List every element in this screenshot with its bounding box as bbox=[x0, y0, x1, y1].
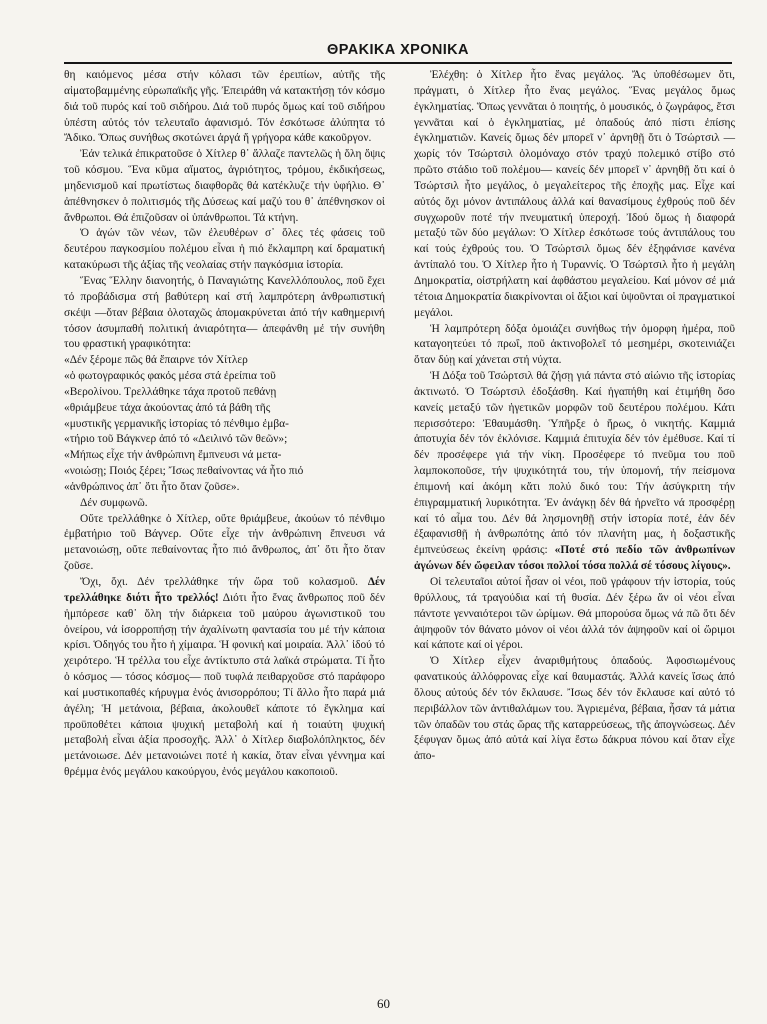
paragraph bbox=[64, 575, 385, 781]
paragraph: Ἐάν τελικά ἐπικρατοῦσε ὁ Χίτλερ θ᾽ ἄλλαζε παντελῶς ἡ ὅλη ὄψις τοῦ κόσμου. Ἕνα κῦμα αἵματος, ἀγριότητος, τρόμου, ἐκδικήσεως, μηδενισμοῦ καί πρωτίστως διαφθορᾶς θά κατέκλυζε τήν ὑφήλιο. Θ᾽ ἀπέθνησκεν ὁ πολιτισμός τῆς Δύσεως καί μαζύ του θ᾽ ἀπέθνησκον οἱ ἄνθρωποι. Θά ἐπιζοῦσαν οἱ ὑπάνθρωποι. Τά κτήνη. bbox=[64, 148, 385, 224]
header-rule bbox=[64, 62, 732, 64]
quote-line: «τήριο τοῦ Βάγκνερ ἀπό τό «Δειλινό τῶν θεῶν»; bbox=[64, 433, 288, 446]
paragraph: Δέν συμφωνῶ. bbox=[80, 496, 148, 509]
sentence: Ἡ Δόξα τοῦ Τσώρτσιλ θά ζήσῃ γιά πάντα στό αἰώνιο τῆς ἱστορίας ἀκτινωτό. Ὁ Τσώρτσιλ ἐδοξάσθη. Καί ἠγαπήθη καί ἐτιμήθη ὅσο κανείς μεταξύ τῶν ἡγετικῶν μορφῶν τοῦ δευτέρου πολέμου. Κάτι περισσότερο: Ἐθαυμάσθη. Ὑπῆρξε ὁ ἥρως, ὁ νικητής. Καμμιά ἀποτυχία δέν τόν ἐκλόνισε. Καμμιά ἐπιτυχία δέν τόν ἐμέθυσε. Καί τί δέν προσέφερε γιά τήν νίκη. Προσέφερε τό πνεῦμα του ποῦ λαμποκοποῦσε, τήν ψυχικότητά του, τήν ὑπομονή, τήν πείσμονα ἐπιμονή καί ἀκόμη κἄτι πολύ δικό του: Τήν ἀσύγκριτη τήν ἐπιγραμματική λυρικότητα. Ἐν ἀνάγκῃ δέν θά ἠρνεῖτο νά προσφέρῃ καί τό αἷμα του. Δέν θά λησμονηθῇ στήν ἱστορία ποτέ, ἐάν δέν ἐξαφανισθῇ ἡ ἀνθρωπότης ἀπό τόν πλανήτη μας, ἡ δοξαστικῆς ἐμπνεύσεως ἐκείνη φράσις: bbox=[414, 370, 735, 557]
paragraph: θη καιόμενος μέσα στήν κόλασι τῶν ἐρειπίων, αὐτῆς τῆς αἱματοβαμμένης εὐρωπαϊκῆς γῆς. Ἐπειράθη νά κατακτήσῃ τόν κόσμο διά τοῦ πυρός καί τοῦ σιδήρου. Διά τοῦ πυρός ὅμως καί τοῦ σιδήρου ὑπέστη αὐτός τόν τελευταῖο ἀφανισμό. Τόν ἐσκότωσε ἀλύπητα τό Ἄδικο. Ὅπως συνήθως σκοτώνει ἀργά ἤ γρήγορα κάθε κακοῦργον. bbox=[64, 69, 385, 145]
sentence: Διότι ἦτο ἕνας ἄνθρωπος ποῦ δέν ἠμπόρεσε καθ᾽ ὅλη τήν διάρκεια τοῦ μαύρου ἀγωνιστικοῦ του ὀνείρου, νά ἰσορροπήσῃ τήν ἀχαλίνωτη φαντασία του μέ τήν κάποια κρίσι. Ὁδηγός του ἦτο ἡ χίμαιρα. Ἡ φονική καί μοιραία. Ἀλλ᾽ ἰδού τό χειρότερο. Ἡ τρέλλα του εἶχε ἀντίκτυπο στά λαϊκά στρώματα. Τί ἦτο ὁ κόσμος — τόσος κόσμος— ποῦ τυφλά πειθαρχοῦσε στό παράφορο καί μυστικοπαθές κήρυγμα ἑνός ἀνισορρόπου; Τί ἄλλο ἦτο παρά μιά ἀγέλη; Ἡ μετάνοια, βέβαια, ἀκολουθεῖ κάποτε τό ἔγκλημα καί προϋποθέτει κάποια ψυχική μεταβολή καί ἡ τοιαύτη ψυχική μεταβολή εἶναι ἀξία προσοχῆς. Ἀλλ᾽ ὁ Χίτλερ διαβολόπληκτος, δέν μετάνοιωσε. Δέν μετανοιώνει ποτέ ἡ κακία, ὅταν εἶναι γέννημα καί θρέμμα ἑνός μεγάλου κακούργου, ἑνός μεγάλου κακοποιοῦ. bbox=[64, 591, 385, 779]
sentence: Ὄχι, ὄχι. Δέν τρελλάθηκε τήν ὥρα τοῦ κολασμοῦ. bbox=[80, 576, 358, 588]
bold-quote: «Ποτέ στό πεδίο τῶν ἀνθρωπίνων ἀγώνων δέν ὤφειλαν τόσοι πολλοί τόσα πολλά σέ τόσους λίγους». bbox=[414, 544, 735, 573]
quote-line: «Δέν ξέρομε πῶς θά ἔπαιρνε τόν Χίτλερ bbox=[64, 354, 248, 367]
paragraph: Ἐλέχθη: ὁ Χίτλερ ἦτο ἕνας μεγάλος. Ἄς ὑποθέσωμεν ὅτι, πράγματι, ὁ Χίτλερ ἦτο ἕνας μεγάλος. Ἕνας μεγάλος ὅμως ἐγκληματίας. Ὅπως γεννᾶται ὁ ποιητής, ὁ μουσικός, ὁ ζωγράφος, ἔτσι γεννᾶται καί ὁ ἐγκληματίας, μέ ὁπαδούς ἀπό πίστι ἐπίσης ἐγκληματιῶν. Κανείς ὅμως δέν μπορεῖ ν᾽ ἀρνηθῇ ὅτι ὁ Τσώρτσιλ —χωρίς τόν Τσώρτσιλ ὁλομόναχο στόν τραχύ πολεμικό στίβο στό πρῶτο στάδιο τοῦ πολέμου— κανείς δέν μπορεῖ ν᾽ ἀρνηθῇ ὅτι καί ὁ Τσώρτσιλ ἦτο μεγάλος, ὁ μεγαλείτερος τῆς ἐποχῆς μας. Εἶχε καί αὐτός ὄχι μόνον ἀντιπάλους ἀλλά καί θανασίμους ἐχθρούς ποῦ δέν συγχωροῦν ποτέ τήν πνευματική ὑπεροχή. Ἰδού ὅμως ἡ διαφορά μεταξύ τῶν δύο μεγάλων: Ὁ Χίτλερ ἐσκότωσε τούς ἀντιπάλους του καί τούς ἐχθρούς του. Ὁ Τσώρτσιλ ὅμως δέν ἐξηφάνισε κανένα ἀντίπαλό του. Ὁ Χίτλερ ἦτο ἡ Τυραννίς. Ὁ Τσώρτσιλ ἦτο ἡ μεγάλη Δημοκρατία, οἰστρήλατη καί ἀφθάστου μεγαλείου. Καί μόνον σέ μιά τέτοια Δημοκρατία διακρίνονται οἱ ἄξιοι καί ὑψοῦνται οἱ πραγματικοί μεγάλοι. bbox=[414, 69, 735, 319]
quote-line: «νοιώσῃ; Ποιός ξέρει; Ἴσως πεθαίνοντας νά ἦτο πιό bbox=[64, 465, 304, 478]
quote-line: «ὁ φωτογραφικός φακός μέσα στά ἐρείπια τοῦ bbox=[64, 370, 276, 383]
quote-line: «Βερολίνου. Τρελλάθηκε τάχα προτοῦ πεθάνῃ bbox=[64, 385, 277, 398]
quote-line: «μυστικῆς γερμανικῆς ἱστορίας τό πένθιμο ἐμβα- bbox=[64, 417, 289, 430]
paragraph: Οἱ τελευταῖοι αὐτοί ἦσαν οἱ νέοι, ποῦ γράφουν τήν ἱστορία, τούς θρύλλους, τά τραγούδια καί τή θυσία. Δέν ξέρω ἄν οἱ νέοι εἶναι πάντοτε γενναιότεροι τῶν ὡρίμων. Θά μπορούσα ὅμως νά πῶ ὅτι δέν ἀψηφοῦν τόν θάνατο μόνον οἱ νέοι ἀλλά τόν ἀψηφοῦν καί οἱ ὥριμοι καί κάποτε καί οἱ γέροι. bbox=[414, 576, 735, 652]
quote-line: «ἀνθρώπινος ἀπ᾽ ὅτι ἦτο ὅταν ζοῦσε». bbox=[64, 480, 240, 493]
paragraph bbox=[414, 369, 735, 575]
journal-title: ΘΡΑΚΙΚΑ ΧΡΟΝΙΚΑ bbox=[327, 42, 469, 58]
paragraph: Ἕνας Ἕλλην διανοητής, ὁ Παναγιώτης Κανελλόπουλος, ποῦ ἔχει τό προβάδισμα στή βαθύτερη καί στή λαμπρότερη ἀνθρωπιστική σκέψι —ὅταν βέβαια ὁλοταχῶς ἀπομακρύνεται ἀπό τήν καθημερινή τόσον ἀσυμπαθή πολιτική ἀνιαρότητα— ἀπεφάνθη μέ τήν συνήθη του φραστική γραφικότητα: bbox=[64, 274, 385, 351]
left-column bbox=[64, 68, 385, 781]
paragraph: Ὁ Χίτλερ εἶχεν ἀναριθμήτους ὀπαδούς. Ἀφοσιωμένους φανατικούς ἀλλόφρονας εἶχε καί θαυμαστάς. Ἀλλά κανείς ἴσως ἀπό ὅλους αὐτούς δέν τόν ἔκλαυσε. Ἴσως δέν τόν ἔκλαυσε καί αὐτό τό περιβάλλον τῶν ἀντιθαλάμων του. Ἀγριεμένα, βέβαια, ἦσαν τά μάτια τῶν ὀπαδῶν του στάς ὥρας τῆς καταρρεύσεως, τῆς ἀπογνώσεως. Δέν ξέφυγαν ὅμως ἀπό αὐτά καί λίγα ἔστω δάκρυα πόνου καί ὅταν εἶχε ἀπο- bbox=[414, 655, 735, 763]
paragraph: Ἡ λαμπρότερη δόξα ὁμοιάζει συνήθως τήν ὁμορφη ἡμέρα, ποῦ καταγοητεύει τό πρωΐ, ποῦ ἀκτινοβολεῖ τό μεσημέρι, σκοτεινιάζει ὅταν δύῃ καί χάνεται στή νύχτα. bbox=[414, 322, 735, 367]
page-number: 60 bbox=[377, 996, 390, 1011]
bold-sentence: Δέν τρελλάθηκε διότι ἦτο τρελλός! bbox=[64, 576, 385, 604]
quote-line: «Μήπως εἶχε τήν ἀνθρώπινη ἔμπνευσι νά μετα- bbox=[64, 449, 282, 462]
paragraph: Ὁ ἀγών τῶν νέων, τῶν ἐλευθέρων σ᾽ ὅλες τές φάσεις τοῦ δευτέρου παγκοσμίου πολέμου εἶναι ἡ πιό ἔκλαμπρη καί δραματική κατακύρωσι τῆς ἀξίας τῆς νεολαίας στήν παγκόσμια ἱστορία. bbox=[64, 227, 385, 272]
quote-line: «θριάμβευε τάχα ἀκούοντας ἀπό τά βάθη τῆς bbox=[64, 401, 271, 414]
paragraph: Οὔτε τρελλάθηκε ὁ Χίτλερ, οὔτε θριάμβευε, ἀκούων τό πένθιμο ἐμβατήριο τοῦ Βάγνερ. Οὔτε εἶχε τήν ἀνθρώπινη ἔπνευσι νά μετανοιώσῃ, οὔτε πεθαίνοντας ἦτο πιό ἄνθρωπος, ἀπ᾽ ὅτι ἦτο ὅταν ζοῦσε. bbox=[64, 512, 385, 573]
right-column bbox=[414, 68, 735, 765]
